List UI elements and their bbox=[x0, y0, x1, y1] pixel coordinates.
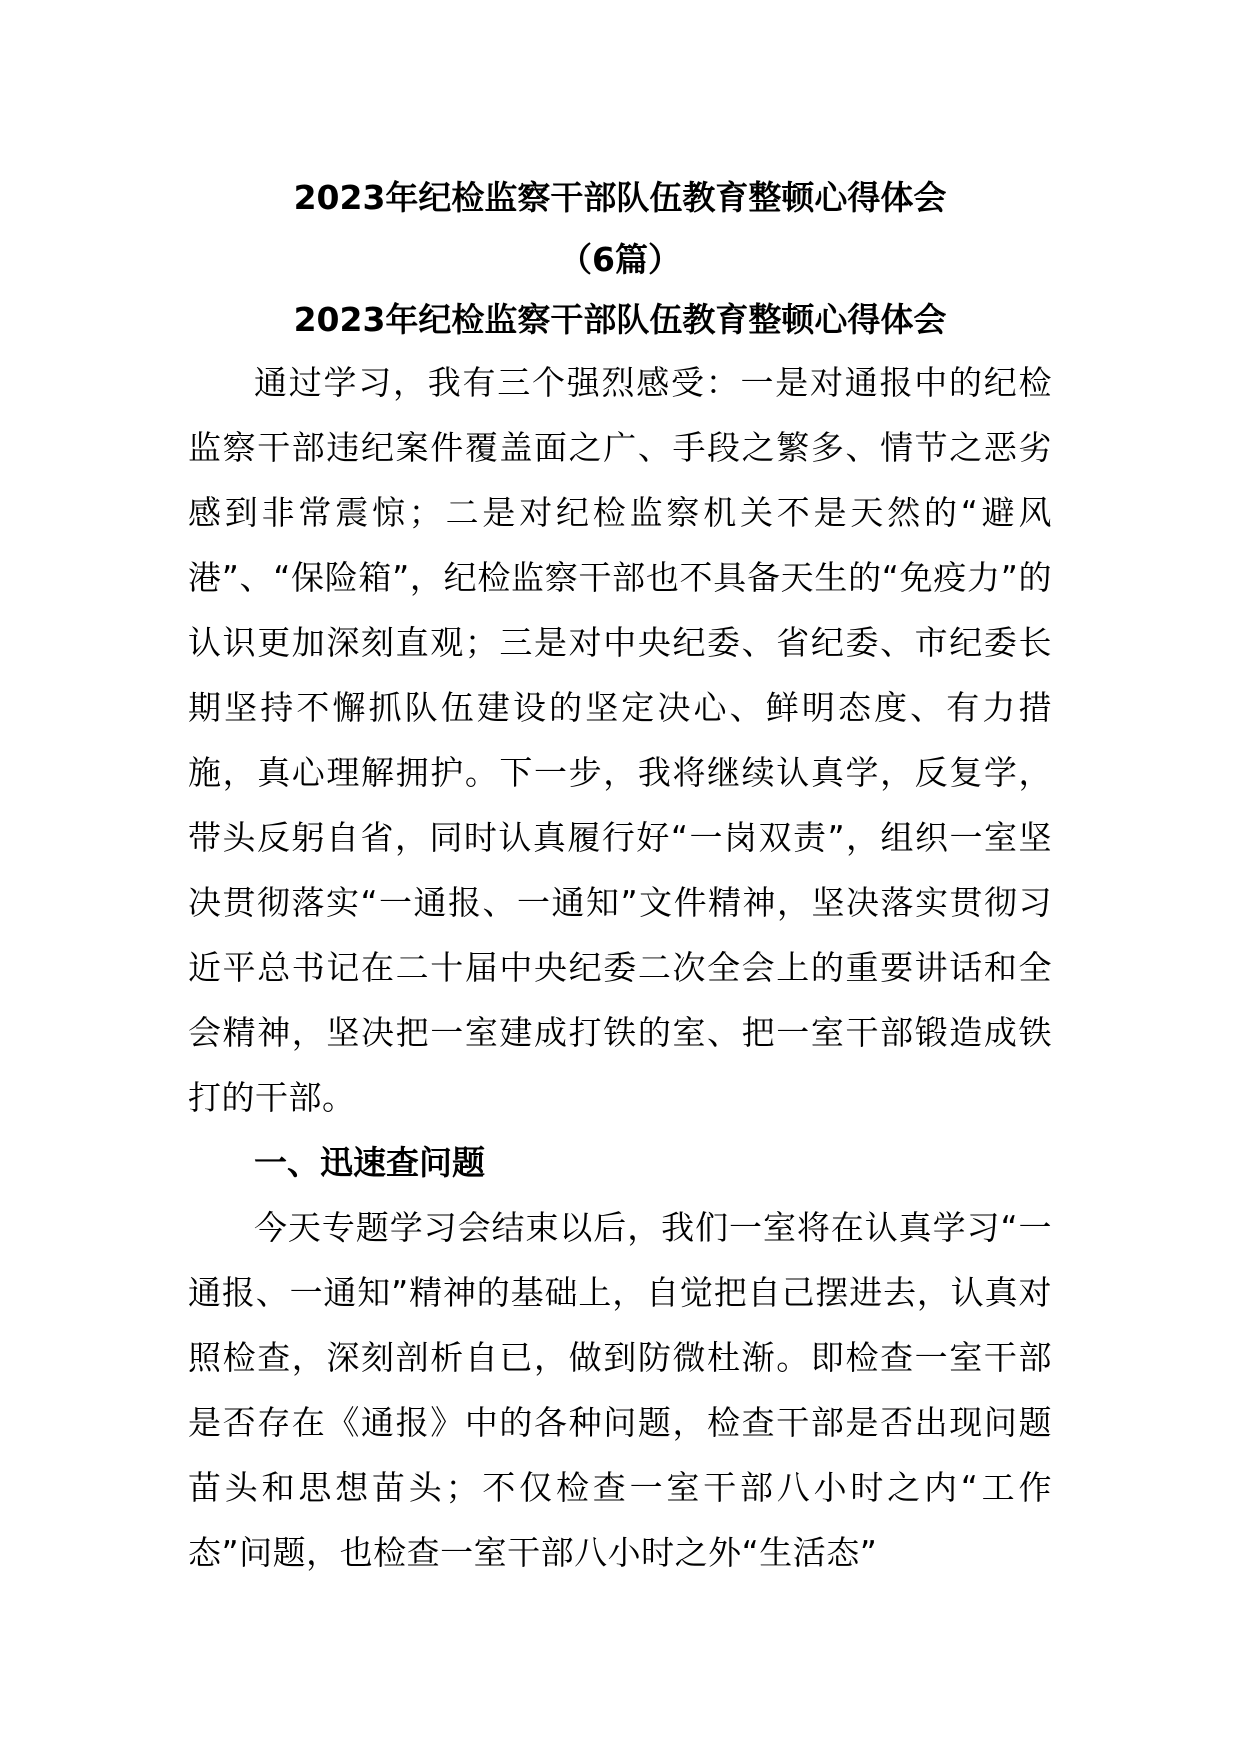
paragraph-intro: 通过学习，我有三个强烈感受：一是对通报中的纪检监察干部违纪案件覆盖面之广、手段之繁多、情节之恶劣感到非常震惊；二是对纪检监察机关不是天然的“避风港”、“保险箱”，纪检监察干部也不具备天生的“免疫力”的认识更加深刻直观；三是对中央纪委、省纪委、市纪委长期坚持不懈抓队伍建设的坚定决心、鲜明态度、有力措施，真心理解拥护。下一步，我将继续认真学，反复学，带头反躬自省，同时认真履行好“一岗双责”，组织一室坚决贯彻落实“一通报、一通知”文件精神，坚决落实贯彻习近平总书记在二十届中央纪委二次全会上的重要讲话和全会精神，坚决把一室建成打铁的室、把一室干部锻造成铁打的干部。 bbox=[188, 363, 1052, 1117]
section-title: 2023年纪检监察干部队伍教育整顿心得体会 bbox=[293, 300, 947, 339]
document-title: 2023年纪检监察干部队伍教育整顿心得体会 bbox=[293, 178, 947, 217]
heading-section-1: 一、迅速查问题 bbox=[254, 1143, 485, 1182]
document-page bbox=[188, 168, 1052, 1585]
document-title-count: （6篇） bbox=[559, 240, 681, 279]
paragraph-section-1: 今天专题学习会结束以后，我们一室将在认真学习“一通报、一通知”精神的基础上，自觉把自己摆进去，认真对照检查，深刻剖析自已，做到防微杜渐。即检查一室干部是否存在《通报》中的各种问题，检查干部是否出现问题苗头和思想苗头；不仅检查一室干部八小时之内“工作态”问题，也检查一室干部八小时之外“生活态” bbox=[188, 1208, 1052, 1572]
